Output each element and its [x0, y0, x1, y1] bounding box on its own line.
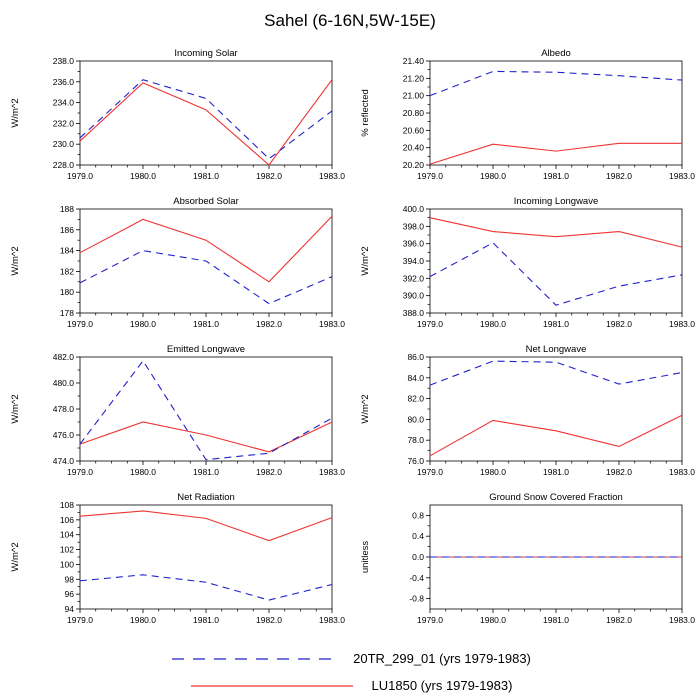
- series-line-20tr_299_01: [80, 251, 332, 304]
- chart-cell-incoming-solar: [0, 45, 350, 193]
- y-tick-label: 0.4: [412, 531, 424, 542]
- y-tick-label: 106: [59, 514, 74, 525]
- y-tick-label: 0.8: [412, 510, 424, 521]
- subplot-title: Absorbed Solar: [173, 196, 239, 207]
- y-tick-label: 100: [59, 559, 74, 570]
- x-tick-label: 1979.0: [67, 467, 93, 477]
- subplot-title: Emitted Longwave: [166, 344, 246, 355]
- x-tick-label: 1983.0: [669, 467, 695, 477]
- subplot-title: Albedo: [541, 48, 571, 59]
- legend: [0, 651, 700, 693]
- x-tick-label: 1980.0: [480, 171, 506, 181]
- chart-ground-snow-covered-fraction: [350, 489, 700, 637]
- x-tick-label: 1983.0: [319, 615, 345, 625]
- series-line-lu1850: [430, 143, 682, 164]
- y-tick-label: 390.0: [402, 290, 424, 301]
- x-tick-label: 1981.0: [193, 615, 219, 625]
- x-tick-label: 1979.0: [67, 171, 93, 181]
- x-tick-label: 1979.0: [417, 319, 443, 329]
- chart-cell-emitted-longwave: [0, 341, 350, 489]
- y-axis-label: W/m^2: [10, 246, 21, 276]
- x-tick-label: 1983.0: [669, 319, 695, 329]
- x-tick-label: 1982.0: [606, 319, 632, 329]
- y-tick-label: 108: [59, 500, 74, 510]
- y-tick-label: 21.00: [402, 90, 424, 101]
- legend-label: LU1850 (yrs 1979-1983): [371, 678, 513, 693]
- y-tick-label: -0.8: [409, 593, 424, 604]
- x-tick-label: 1979.0: [67, 319, 93, 329]
- x-tick-label: 1981.0: [543, 615, 569, 625]
- chart-incoming-solar: [0, 45, 350, 193]
- y-tick-label: 86.0: [407, 352, 424, 362]
- y-tick-label: 20.80: [402, 108, 424, 118]
- chart-cell-incoming-longwave: [350, 193, 700, 341]
- chart-cell-absorbed-solar: [0, 193, 350, 341]
- y-tick-label: 184: [59, 245, 74, 256]
- x-tick-label: 1981.0: [543, 467, 569, 477]
- chart-cell-net-radiation: [0, 489, 350, 637]
- x-tick-label: 1983.0: [669, 171, 695, 181]
- x-tick-label: 1982.0: [256, 171, 282, 181]
- y-axis-label: W/m^2: [10, 394, 21, 424]
- series-line-lu1850: [80, 216, 332, 282]
- solid-line-sample-icon: [188, 679, 356, 693]
- y-tick-label: 228.0: [52, 160, 74, 170]
- y-tick-label: 20.40: [402, 142, 424, 153]
- series-line-lu1850: [430, 218, 682, 247]
- y-tick-label: 84.0: [407, 372, 424, 383]
- y-tick-label: 394.0: [402, 256, 424, 266]
- subplot-title: Incoming Longwave: [513, 196, 599, 207]
- y-tick-label: 476.0: [52, 430, 74, 440]
- chart-albedo: [350, 45, 700, 193]
- y-tick-label: 478.0: [52, 404, 74, 414]
- x-tick-label: 1981.0: [193, 467, 219, 477]
- y-tick-label: 102: [59, 544, 74, 555]
- subplot-title: Incoming Solar: [174, 48, 238, 59]
- x-tick-label: 1979.0: [417, 467, 443, 477]
- y-tick-label: 76.0: [407, 456, 424, 466]
- y-tick-label: 230.0: [52, 139, 74, 150]
- y-tick-label: 388.0: [402, 308, 424, 318]
- y-tick-label: 236.0: [52, 76, 74, 87]
- y-tick-label: 104: [59, 529, 74, 540]
- y-tick-label: 96: [64, 589, 74, 600]
- plot-frame: [430, 61, 682, 165]
- x-tick-label: 1979.0: [417, 171, 443, 181]
- y-axis-label: W/m^2: [10, 98, 21, 128]
- subplot-title: Net Radiation: [177, 492, 235, 503]
- y-axis-label: W/m^2: [360, 394, 371, 424]
- x-tick-label: 1980.0: [130, 319, 156, 329]
- dashed-line-sample-icon: [169, 652, 337, 666]
- y-tick-label: 94: [64, 604, 74, 614]
- x-tick-label: 1980.0: [130, 171, 156, 181]
- x-tick-label: 1982.0: [256, 615, 282, 625]
- series-line-lu1850: [80, 422, 332, 452]
- y-tick-label: 400.0: [402, 204, 424, 214]
- series-line-20tr_299_01: [80, 361, 332, 460]
- y-tick-label: 178: [59, 308, 74, 318]
- y-tick-label: 480.0: [52, 378, 74, 388]
- y-tick-label: 20.60: [402, 125, 424, 136]
- plot-frame: [430, 357, 682, 461]
- y-tick-label: 482.0: [52, 352, 74, 362]
- x-tick-label: 1981.0: [543, 319, 569, 329]
- x-tick-label: 1979.0: [67, 615, 93, 625]
- y-tick-label: 21.20: [402, 73, 424, 84]
- x-tick-label: 1981.0: [193, 171, 219, 181]
- plot-frame: [430, 209, 682, 313]
- y-tick-label: 182: [59, 266, 74, 277]
- y-tick-label: 234.0: [52, 97, 74, 108]
- y-tick-label: 180: [59, 287, 74, 298]
- y-tick-label: 98: [64, 574, 74, 585]
- y-tick-label: 20.20: [402, 160, 424, 170]
- chart-net-longwave: [350, 341, 700, 489]
- subplot-title: Net Longwave: [525, 344, 587, 355]
- y-tick-label: 186: [59, 224, 74, 235]
- y-tick-label: 0.0: [412, 552, 424, 562]
- series-line-20tr_299_01: [430, 71, 682, 95]
- series-line-20tr_299_01: [430, 361, 682, 385]
- y-tick-label: 78.0: [407, 435, 424, 446]
- y-axis-label: % reflected: [360, 89, 371, 137]
- x-tick-label: 1982.0: [606, 171, 632, 181]
- x-tick-label: 1983.0: [669, 615, 695, 625]
- x-tick-label: 1982.0: [606, 615, 632, 625]
- chart-absorbed-solar: [0, 193, 350, 341]
- series-line-lu1850: [430, 415, 682, 456]
- series-line-20tr_299_01: [430, 243, 682, 305]
- series-line-20tr_299_01: [80, 575, 332, 600]
- y-tick-label: 398.0: [402, 221, 424, 232]
- x-tick-label: 1980.0: [130, 615, 156, 625]
- y-tick-label: 188: [59, 204, 74, 214]
- x-tick-label: 1980.0: [130, 467, 156, 477]
- series-line-lu1850: [80, 511, 332, 541]
- x-tick-label: 1983.0: [319, 467, 345, 477]
- x-tick-label: 1979.0: [417, 615, 443, 625]
- y-tick-label: 474.0: [52, 456, 74, 466]
- y-tick-label: 232.0: [52, 118, 74, 129]
- legend-item-solid: [188, 678, 513, 693]
- y-axis-label: W/m^2: [10, 542, 21, 572]
- plot-frame: [80, 61, 332, 165]
- y-tick-label: 82.0: [407, 393, 424, 404]
- x-tick-label: 1981.0: [543, 171, 569, 181]
- x-tick-label: 1982.0: [256, 319, 282, 329]
- chart-cell-net-longwave: [350, 341, 700, 489]
- legend-item-dashed: [169, 651, 531, 666]
- chart-cell-ground-snow-covered-fraction: [350, 489, 700, 637]
- x-tick-label: 1983.0: [319, 319, 345, 329]
- x-tick-label: 1982.0: [606, 467, 632, 477]
- y-axis-label: W/m^2: [360, 246, 371, 276]
- charts-grid: [0, 45, 700, 637]
- x-tick-label: 1980.0: [480, 319, 506, 329]
- y-tick-label: 21.40: [402, 56, 424, 66]
- x-tick-label: 1983.0: [319, 171, 345, 181]
- chart-incoming-longwave: [350, 193, 700, 341]
- x-tick-label: 1980.0: [480, 615, 506, 625]
- y-axis-label: unitless: [360, 540, 371, 574]
- y-tick-label: -0.4: [409, 572, 424, 583]
- chart-net-radiation: [0, 489, 350, 637]
- x-tick-label: 1980.0: [480, 467, 506, 477]
- legend-label: 20TR_299_01 (yrs 1979-1983): [353, 651, 531, 666]
- series-line-20tr_299_01: [80, 80, 332, 159]
- subplot-title: Ground Snow Covered Fraction: [489, 492, 623, 503]
- y-tick-label: 396.0: [402, 238, 424, 249]
- series-line-lu1850: [80, 80, 332, 165]
- plot-frame: [80, 357, 332, 461]
- chart-cell-albedo: [350, 45, 700, 193]
- x-tick-label: 1981.0: [193, 319, 219, 329]
- y-tick-label: 80.0: [407, 414, 424, 425]
- chart-emitted-longwave: [0, 341, 350, 489]
- y-tick-label: 392.0: [402, 273, 424, 284]
- x-tick-label: 1982.0: [256, 467, 282, 477]
- y-tick-label: 238.0: [52, 56, 74, 66]
- page-title: Sahel (6-16N,5W-15E): [264, 11, 436, 30]
